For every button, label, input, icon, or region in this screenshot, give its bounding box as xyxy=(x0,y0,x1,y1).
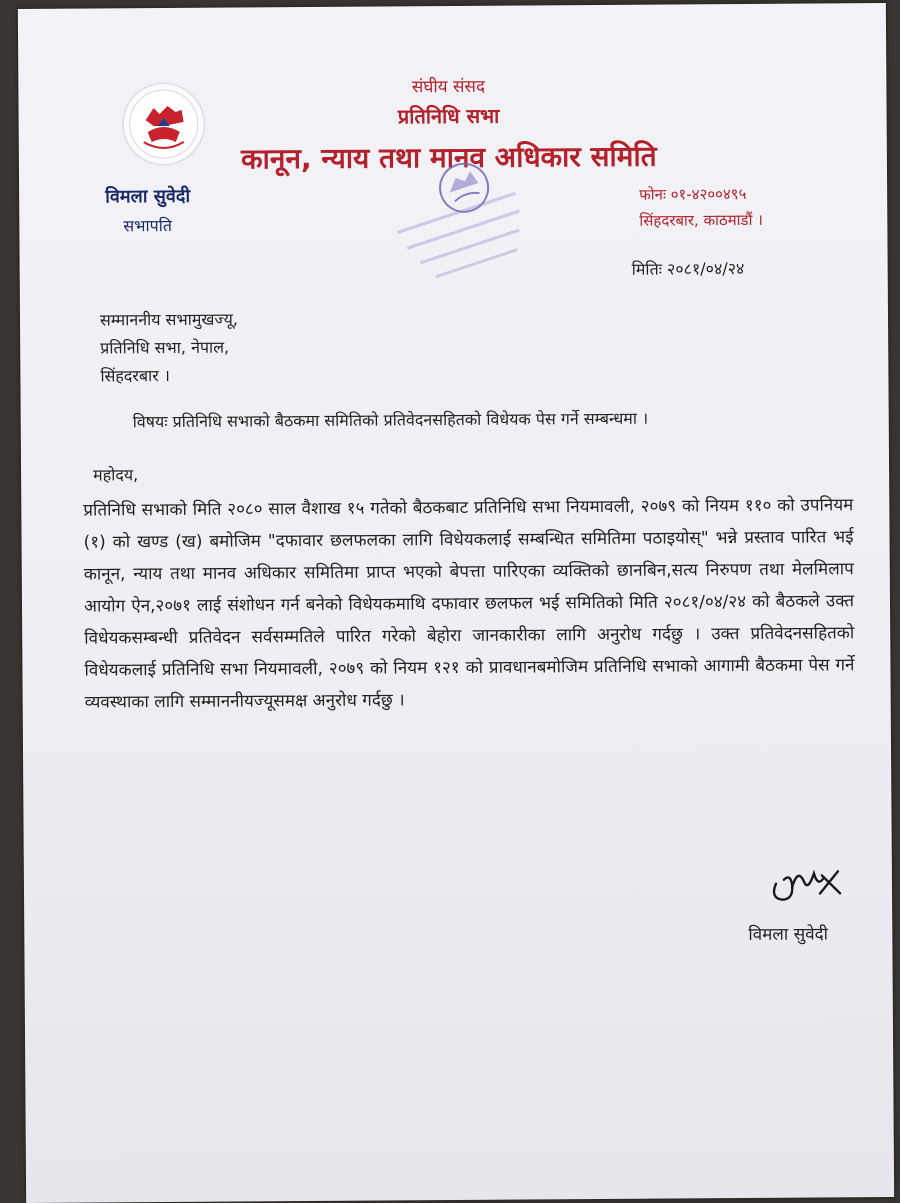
header-house-of-representatives: प्रतिनिधि सभा xyxy=(397,103,500,129)
chair-name: विमला सुवेदी xyxy=(105,185,191,208)
handwritten-signature xyxy=(764,853,854,914)
phone-number: फोनः ०१-४२००४९५ xyxy=(639,184,747,204)
chair-title: सभापति xyxy=(123,215,172,236)
recipient-line-3: सिंहदरबार । xyxy=(100,365,170,386)
signature-icon xyxy=(764,853,854,914)
header-committee-name: कानून, न्याय तथा मानव अधिकार समिति xyxy=(240,139,657,176)
header-federal-parliament: संघीय संसद xyxy=(411,76,486,98)
recipient-line-1: सम्माननीय सभामुखज्यू, xyxy=(99,309,239,330)
stamp-icon xyxy=(379,150,540,291)
letter-subject: विषयः प्रतिनिधि सभाको बैठकमा समितिको प्रतिवेदनसहितको विधेयक पेस गर्ने सम्बन्धमा । xyxy=(132,408,649,432)
letter-page xyxy=(18,3,894,1203)
committee-stamp xyxy=(379,150,540,291)
salutation: महोदय, xyxy=(93,465,139,485)
signatory-name: विमला सुवेदी xyxy=(748,924,829,945)
recipient-line-2: प्रतिनिधि सभा, नेपाल, xyxy=(100,337,230,358)
letter-date: मितिः २०८१/०४/२४ xyxy=(631,258,745,279)
office-address: सिंहदरबार, काठमाडौं । xyxy=(639,210,763,230)
letter-body: प्रतिनिधि सभाको मिति २०८० साल वैशाख १५ गतेको बैठकबाट प्रतिनिधि सभा नियमावली, २०७९ को नियम ११० को उपनियम (१) को खण्ड (ख) बमोजिम "दफावार छलफलका लागि विधेयकलाई सम्बन्धित समितिमा पठाइयोस्" भन्ने प्रस्ताव पारित भई कानून, न्याय तथा मानव अधिकार समितिमा प्राप्त भएको बेपत्ता पारिएका व्यक्तिको छानबिन,सत्य निरुपण तथा मेलमिलाप आयोग ऐन,२०७१ लाई संशोधन गर्न बनेको विधेयकमाथि दफावार छलफल भई समितिको मिति २०८१/०४/२४ को बैठकले उक्त विधेयकसम्बन्धी प्रतिवेदन सर्वसम्मतिले पारित गरेको बेहोरा जानकारीका लागि अनुरोध गर्दछु । उक्त प्रतिवेदनसहितको विधेयकलाई प्रतिनिधि सभा नियमावली, २०७९ को नियम १२१ को प्रावधानबमोजिम प्रतिनिधि सभाको आगामी बैठकमा पेस गर्ने व्यवस्थाका लागि सम्माननीयज्यूसमक्ष अनुरोध गर्दछु । xyxy=(83,495,855,713)
